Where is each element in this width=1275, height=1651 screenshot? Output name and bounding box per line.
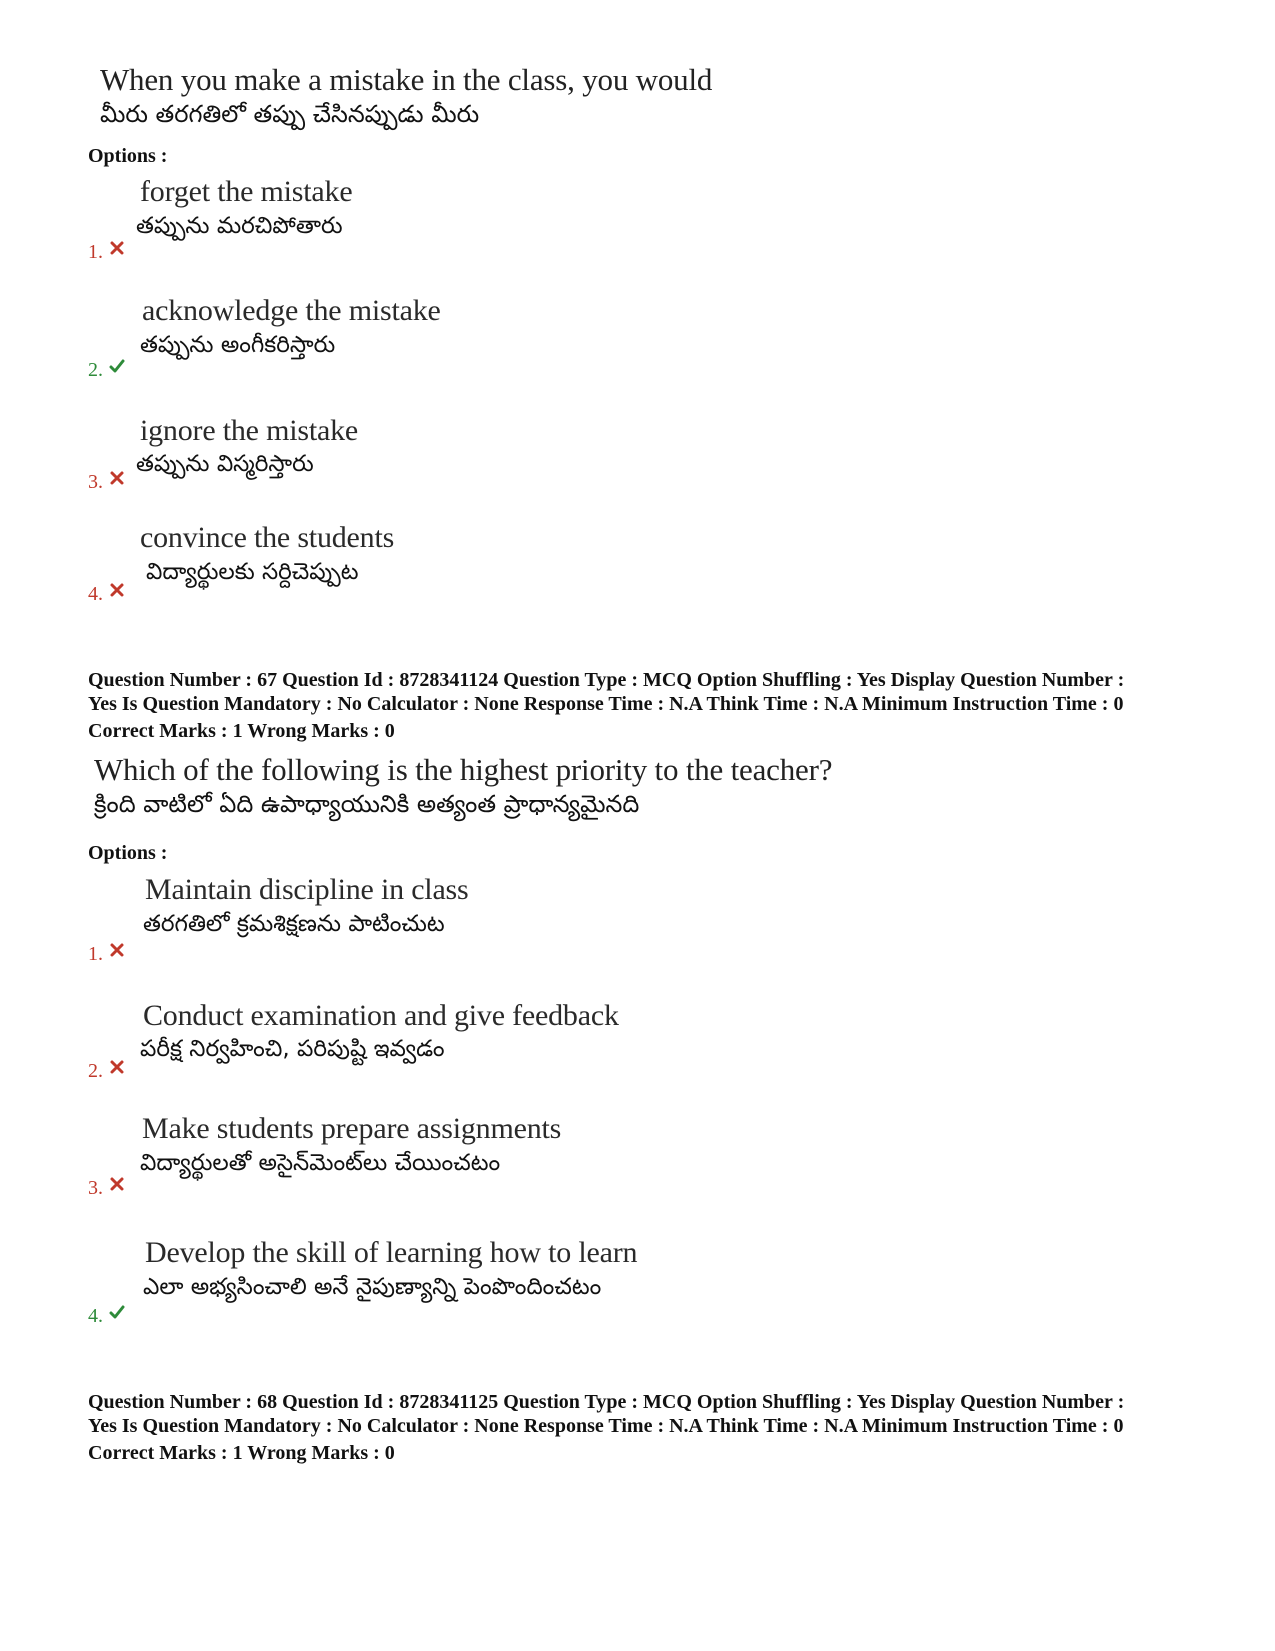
q67-meta-line3: Correct Marks : 1 Wrong Marks : 0: [88, 720, 395, 742]
q66-option-2-number: [88, 358, 125, 382]
option-number: 2.: [88, 1060, 103, 1082]
q66-text-te: మీరు తరగతిలో తప్పు చేసినప్పుడు మీరు: [100, 100, 480, 128]
q67-meta-line1: Question Number : 67 Question Id : 8728341124 Question Type : MCQ Option Shuffling : Yes Display Question Number :: [88, 669, 1125, 691]
q66-option-4-te: విద్యార్థులకు సర్దిచెప్పుట: [146, 559, 359, 585]
cross-icon: [109, 1176, 125, 1192]
q66-option-1-en: forget the mistake: [140, 175, 353, 208]
cross-icon: [109, 240, 125, 256]
option-number: 4.: [88, 583, 103, 605]
q68-meta-line3: Correct Marks : 1 Wrong Marks : 0: [88, 1442, 395, 1464]
cross-icon: [109, 470, 125, 486]
q66-option-4-en: convince the students: [140, 521, 395, 554]
q67-option-4-te: ఎలా అభ్యసించాలి అనే నైపుణ్యాన్ని పెంపొందించటం: [143, 1274, 602, 1300]
q67-option-2-te: పరీక్ష నిర్వహించి, పరిపుష్టి ఇవ్వడం: [140, 1036, 445, 1062]
q67-text-te: క్రింది వాటిలో ఏది ఉపాధ్యాయునికి అత్యంత ప్రాధాన్యమైనది: [94, 790, 640, 818]
q66-option-3-number: [88, 470, 125, 494]
q66-option-2-en: acknowledge the mistake: [142, 294, 441, 327]
q67-meta-line2: Yes Is Question Mandatory : No Calculator : None Response Time : N.A Think Time : N.A Minimum Instruction Time : 0: [88, 693, 1124, 715]
q66-option-2-te: తప్పును అంగీకరిస్తారు: [140, 332, 336, 358]
q67-options-label: Options :: [88, 842, 168, 864]
q67-option-1-te: తరగతిలో క్రమశిక్షణను పాటించుట: [143, 911, 445, 937]
option-number: 1.: [88, 943, 103, 965]
q68-meta-line1: Question Number : 68 Question Id : 8728341125 Question Type : MCQ Option Shuffling : Yes Display Question Number :: [88, 1391, 1125, 1413]
option-number: 3.: [88, 471, 103, 493]
check-icon: [109, 358, 125, 374]
cross-icon: [109, 582, 125, 598]
q67-option-3-te: విద్యార్థులతో అసైన్‌మెంట్‌లు చేయించటం: [140, 1150, 501, 1176]
q66-option-3-te: తప్పును విస్మరిస్తారు: [136, 451, 314, 477]
q67-option-4-en: Develop the skill of learning how to learn: [145, 1236, 638, 1269]
q67-option-2-en: Conduct examination and give feedback: [143, 999, 619, 1032]
q67-option-1-number: [88, 942, 125, 966]
q66-options-label: Options :: [88, 145, 168, 167]
q66-option-1-number: [88, 240, 125, 264]
option-number: 4.: [88, 1305, 103, 1327]
option-number: 3.: [88, 1177, 103, 1199]
q68-meta-line2: Yes Is Question Mandatory : No Calculator : None Response Time : N.A Think Time : N.A Minimum Instruction Time : 0: [88, 1415, 1124, 1437]
q66-option-4-number: [88, 582, 125, 606]
q67-meta: [88, 668, 1198, 743]
q67-text-en: Which of the following is the highest priority to the teacher?: [94, 752, 833, 787]
check-icon: [109, 1304, 125, 1320]
cross-icon: [109, 942, 125, 958]
q66-option-3-en: ignore the mistake: [140, 414, 359, 447]
q67-option-3-number: [88, 1176, 125, 1200]
q67-option-2-number: [88, 1059, 125, 1083]
q67-option-1-en: Maintain discipline in class: [145, 873, 469, 906]
option-number: 2.: [88, 359, 103, 381]
q67-option-3-en: Make students prepare assignments: [142, 1112, 562, 1145]
cross-icon: [109, 1059, 125, 1075]
q66-option-1-te: తప్పును మరచిపోతారు: [136, 213, 343, 239]
q68-meta: [88, 1390, 1198, 1465]
option-number: 1.: [88, 241, 103, 263]
q66-text-en: When you make a mistake in the class, you would: [100, 62, 713, 97]
q67-option-4-number: [88, 1304, 125, 1328]
